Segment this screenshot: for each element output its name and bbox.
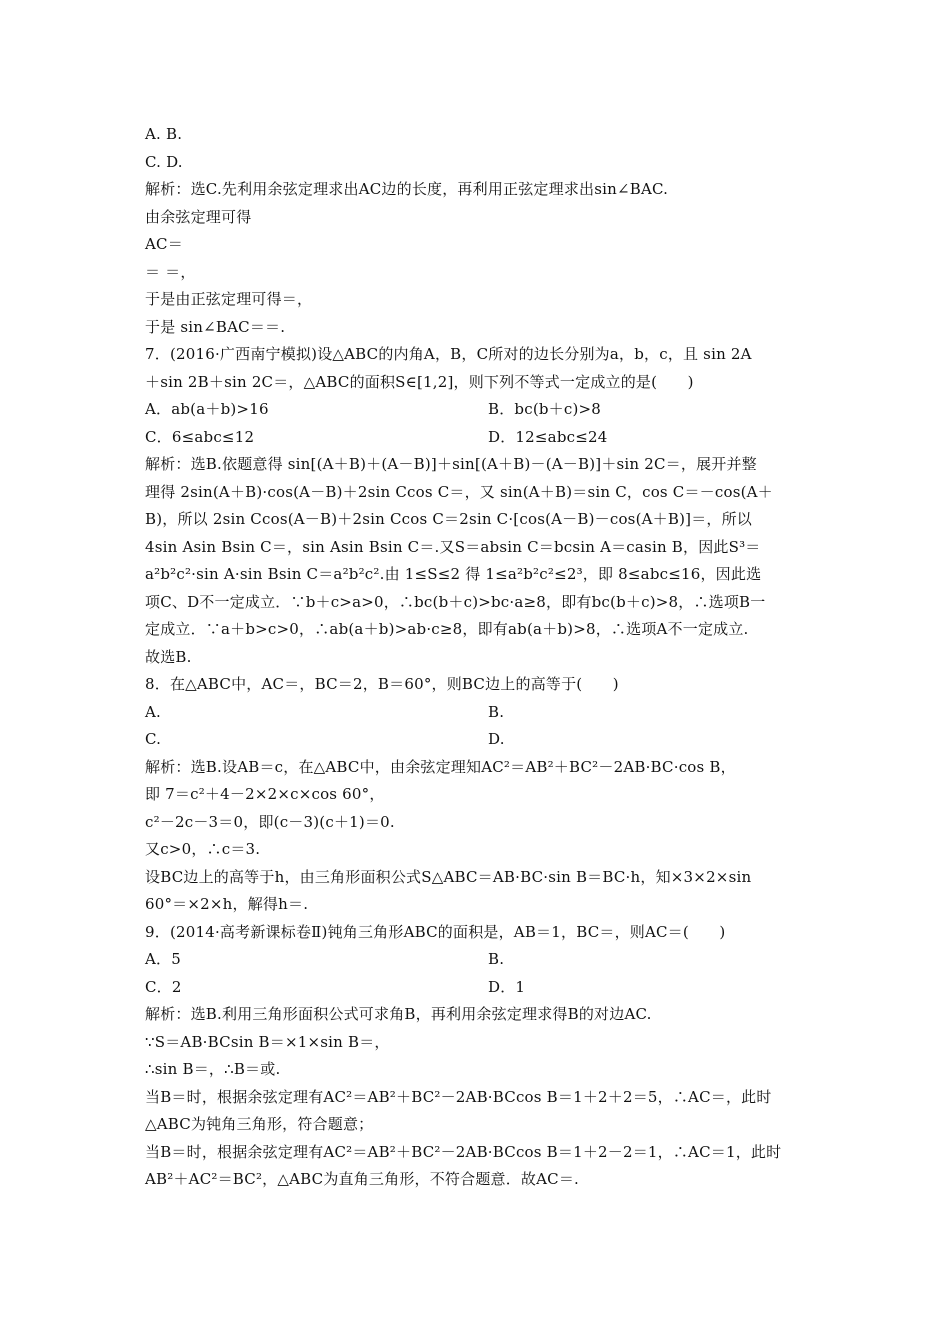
text-line: 项C、D不一定成立．∵b＋c>a>0，∴bc(b＋c)>bc·a≥8，即有bc(b＋c)>8，∴选项B一 <box>145 592 766 611</box>
option-b: B. <box>488 950 505 968</box>
text-line: C. D. <box>145 152 183 171</box>
text-line: 设BC边上的高等于h，由三角形面积公式S△ABC＝AB·BC·sin B＝BC·h，知×3×2×sin <box>145 867 752 886</box>
text-line: 理得 2sin(A＋B)·cos(A－B)＋2sin Ccos C＝，又 sin(A＋B)＝sin C，cos C＝－cos(A＋ <box>145 482 773 501</box>
text-line: 9．(2014·高考新课标卷Ⅱ)钝角三角形ABC的面积是，AB＝1，BC＝，则AC＝( ) <box>145 922 726 941</box>
text-line: 又c>0，∴c＝3. <box>145 840 261 858</box>
text-line: ∴sin B＝，∴B＝或. <box>145 1060 281 1078</box>
text-line: A. B. <box>145 125 183 143</box>
option-row <box>145 396 810 424</box>
text-line: 于是由正弦定理可得＝， <box>145 290 313 308</box>
option-b: D．12≤abc≤24 <box>488 427 608 446</box>
text-line: 解析：选B.依题意得 sin[(A＋B)＋(A－B)]＋sin[(A＋B)－(A－B)]＋sin 2C＝，展开并整 <box>145 455 757 473</box>
text-line: c²－2c－3＝0，即(c－3)(c＋1)＝0. <box>145 812 395 831</box>
text-line: 故选B. <box>145 647 192 666</box>
text-line: AC＝ <box>145 235 183 253</box>
text-line: 8．在△ABC中，AC＝，BC＝2，B＝60°，则BC边上的高等于( ) <box>145 675 619 693</box>
text-line: ∵S＝AB·BCsin B＝×1×sin B＝， <box>145 1032 390 1051</box>
text-line: AB²＋AC²＝BC²，△ABC为直角三角形，不符合题意．故AC＝. <box>145 1170 580 1188</box>
text-line: 即 7＝c²＋4－2×2×c×cos 60°， <box>145 785 385 803</box>
text-line: 4sin Asin Bsin C＝，sin Asin Bsin C＝.又S＝absin C＝bcsin A＝casin B，因此S³＝ <box>145 537 761 556</box>
option-a: C. <box>145 730 162 748</box>
text-line: ＋sin 2B＋sin 2C＝，△ABC的面积S∈[1,2]，则下列不等式一定成立的是( ) <box>145 372 694 391</box>
option-b: B．bc(b＋c)>8 <box>488 400 602 418</box>
option-row <box>145 946 810 974</box>
text-line: 定成立．∵a＋b>c>0，∴ab(a＋b)>ab·c≥8，即有ab(a＋b)>8，∴选项A不一定成立. <box>145 620 749 638</box>
option-a: A. <box>145 702 162 721</box>
text-line: ＝ ＝， <box>145 262 196 281</box>
option-b: D. <box>488 730 505 748</box>
option-row <box>145 726 810 754</box>
text-line: 60°＝×2×h，解得h＝. <box>145 895 309 913</box>
option-row <box>145 699 810 727</box>
text-line: 解析：选B.设AB＝c，在△ABC中，由余弦定理知AC²＝AB²＋BC²－2AB·BC·cos B， <box>145 757 736 776</box>
option-a: C．6≤abc≤12 <box>145 427 255 446</box>
option-row <box>145 974 810 1002</box>
text-line: 当B＝时，根据余弦定理有AC²＝AB²＋BC²－2AB·BCcos B＝1＋2－2＝1，∴AC＝1，此时 <box>145 1142 782 1161</box>
text-line: 7．(2016·广西南宁模拟)设△ABC的内角A，B，C所对的边长分别为a，b，c，且 sin 2A <box>145 345 752 363</box>
text-line: 解析：选C.先利用余弦定理求出AC边的长度，再利用正弦定理求出sin∠BAC. <box>145 180 669 198</box>
text-line: 解析：选B.利用三角形面积公式可求角B，再利用余弦定理求得B的对边AC. <box>145 1005 652 1023</box>
option-a: A．5 <box>145 950 181 968</box>
option-row <box>145 424 810 452</box>
option-b: D．1 <box>488 977 526 996</box>
text-line: 由余弦定理可得 <box>145 207 252 226</box>
option-a: A．ab(a＋b)>16 <box>145 400 269 418</box>
text-line: a²b²c²·sin A·sin Bsin C＝a²b²c².由 1≤S≤2 得 1≤a²b²c²≤2³，即 8≤abc≤16，因此选 <box>145 565 762 583</box>
text-line: △ABC为钝角三角形，符合题意； <box>145 1115 374 1133</box>
text-line: 当B＝时，根据余弦定理有AC²＝AB²＋BC²－2AB·BCcos B＝1＋2＋2＝5，∴AC＝，此时 <box>145 1087 772 1106</box>
document-page <box>145 121 810 1194</box>
option-a: C．2 <box>145 977 182 996</box>
option-b: B. <box>488 702 505 721</box>
text-line: 于是 sin∠BAC＝＝. <box>145 317 286 336</box>
text-line: B)，所以 2sin Ccos(A－B)＋2sin Ccos C＝2sin C·[cos(A－B)－cos(A＋B)]＝，所以 <box>145 510 752 528</box>
